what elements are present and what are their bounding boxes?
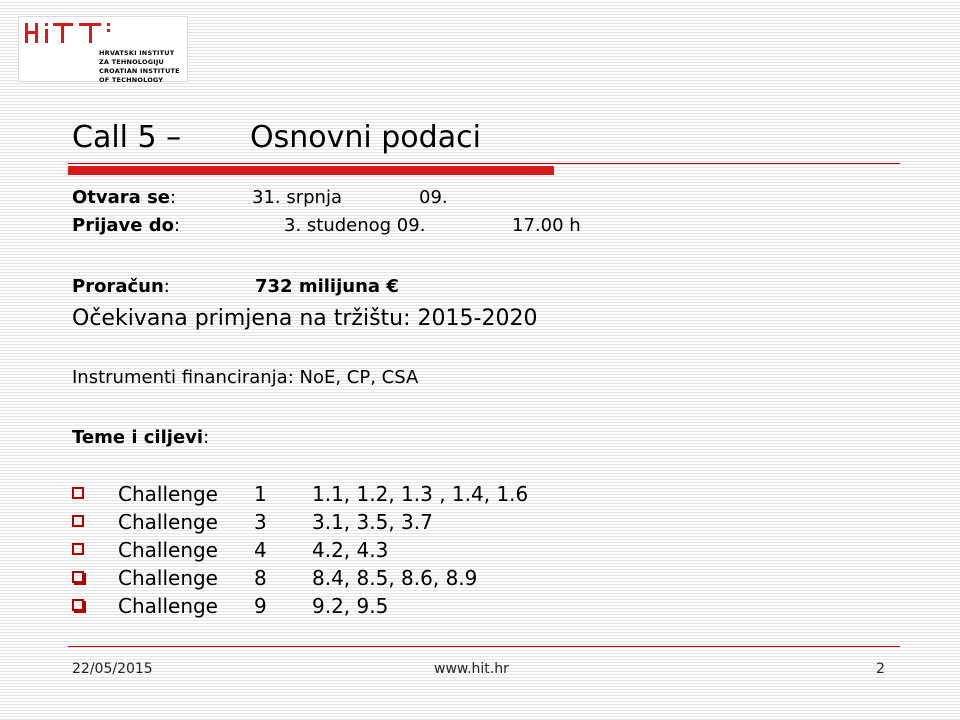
challenge-number: 3 <box>254 510 267 534</box>
challenge-number: 8 <box>254 566 267 590</box>
deadline-value: 3. studenog 09. <box>284 215 426 236</box>
open-value: 31. srpnja <box>252 187 342 208</box>
title-call: Call 5 – <box>72 120 182 155</box>
colon: : <box>170 187 177 208</box>
instruments-line: Instrumenti financiranja: NoE, CP, CSA <box>72 367 419 388</box>
challenge-label: Challenge <box>118 482 218 506</box>
colon: : <box>203 427 210 448</box>
challenge-values: 8.4, 8.5, 8.6, 8.9 <box>312 566 478 590</box>
logo-line: ZA TEHNOLOGIJU <box>99 58 164 66</box>
slide-title <box>72 118 481 158</box>
footer-url: www.hit.hr <box>434 661 509 677</box>
hollow-square-bullet-icon <box>72 487 84 499</box>
challenge-label: Challenge <box>118 538 218 562</box>
deadline-line <box>72 214 581 238</box>
open-year: 09. <box>419 187 448 208</box>
slide-number: 2 <box>876 661 885 677</box>
deadline-label: Prijave do <box>72 215 175 236</box>
challenge-item <box>72 481 672 507</box>
challenge-item <box>72 593 672 619</box>
challenge-label: Challenge <box>118 594 218 618</box>
challenge-item <box>72 565 672 591</box>
footer-rule <box>68 646 900 647</box>
title-rule <box>68 163 900 164</box>
hollow-square-bullet-icon <box>72 515 84 527</box>
open-date-line <box>72 186 448 210</box>
logo-line: OF TECHNOLOGY <box>99 76 164 84</box>
challenge-label: Challenge <box>118 510 218 534</box>
hit-logo <box>18 16 188 82</box>
challenge-number: 9 <box>254 594 267 618</box>
logo-line: CROATIAN INSTITUTE <box>99 67 180 75</box>
open-label: Otvara se <box>72 187 170 208</box>
budget-line <box>72 275 399 299</box>
title-subject: Osnovni podaci <box>250 120 481 155</box>
challenge-values: 1.1, 1.2, 1.3 , 1.4, 1.6 <box>312 482 529 506</box>
market-label: Očekivana primjena na tržištu <box>72 306 404 331</box>
budget-value: 732 milijuna € <box>255 276 399 297</box>
market-value: 2015-2020 <box>417 306 538 331</box>
budget-label: Proračun <box>72 276 164 297</box>
challenge-values: 9.2, 9.5 <box>312 594 389 618</box>
challenge-label: Challenge <box>118 566 218 590</box>
challenge-item <box>72 509 672 535</box>
logo-line: HRVATSKI INSTITUT <box>99 49 175 57</box>
logo-text <box>99 49 187 85</box>
challenge-values: 3.1, 3.5, 3.7 <box>312 510 433 534</box>
colon: : <box>174 215 181 236</box>
themes-label: Teme i ciljevi <box>72 427 204 448</box>
shadowed-square-bullet-icon <box>72 599 84 611</box>
challenge-item <box>72 537 672 563</box>
title-accent-bar <box>68 166 554 175</box>
footer-date: 22/05/2015 <box>72 661 153 677</box>
challenge-number: 1 <box>254 482 267 506</box>
challenge-number: 4 <box>254 538 267 562</box>
challenge-values: 4.2, 4.3 <box>312 538 389 562</box>
hollow-square-bullet-icon <box>72 543 84 555</box>
shadowed-square-bullet-icon <box>72 571 84 583</box>
themes-line <box>72 426 209 450</box>
deadline-time: 17.00 h <box>512 215 581 236</box>
market-line: Očekivana primjena na tržištu: 2015-2020 <box>72 306 538 331</box>
colon: : <box>163 276 170 297</box>
hit-logo-mark-icon <box>23 21 119 47</box>
